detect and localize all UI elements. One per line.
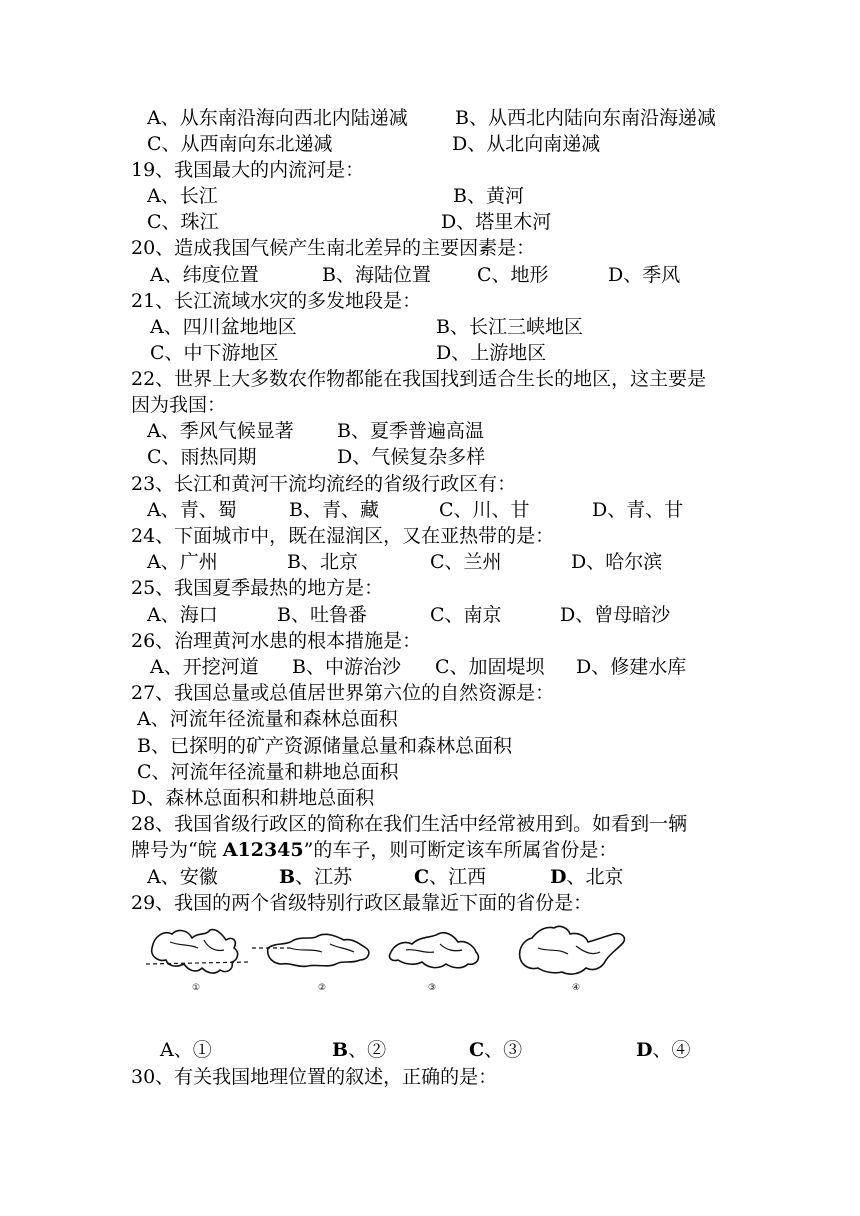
q25-option-d: D、曾母暗沙 bbox=[560, 604, 671, 626]
q20-option-c: C、地形 bbox=[477, 264, 549, 286]
province-outline-3 bbox=[389, 933, 478, 968]
province-inner-line-2 bbox=[290, 944, 354, 952]
q28-option-b bbox=[279, 865, 352, 889]
q29-option-d bbox=[636, 1038, 691, 1062]
province-inner-line-3 bbox=[406, 944, 462, 952]
q30-stem: 30、有关我国地理位置的叙述，正确的是： bbox=[131, 1066, 498, 1088]
province-outline-1 bbox=[152, 930, 238, 973]
map-label-2: ② bbox=[317, 983, 327, 993]
q22-stem-line1: 22、世界上大多数农作物都能在我国找到适合生长的地区，这主要是 bbox=[131, 368, 707, 390]
q29-stem: 29、我国的两个省级特别行政区最靠近下面的省份是： bbox=[131, 892, 593, 914]
q21-option-d: D、上游地区 bbox=[436, 342, 547, 364]
q26-option-d: D、修建水库 bbox=[576, 656, 687, 678]
q22-option-c: C、雨热同期 bbox=[147, 446, 257, 468]
q29-option-c-text: 、③ bbox=[484, 1039, 523, 1061]
q28-option-d bbox=[550, 865, 624, 889]
q19-option-b: B、黄河 bbox=[453, 185, 524, 207]
q28-stem-line2 bbox=[131, 838, 617, 862]
q29-option-b-text: 、② bbox=[348, 1039, 387, 1061]
q24-option-a: A、广州 bbox=[147, 551, 218, 573]
province-inner-line-4 bbox=[538, 946, 600, 954]
q18-option-a: A、从东南沿海向西北内陆递减 bbox=[147, 107, 408, 129]
q27-option-c: C、河流年径流量和耕地总面积 bbox=[137, 761, 399, 783]
q29-option-c bbox=[469, 1038, 522, 1062]
q22-option-b: B、夏季普遍高温 bbox=[337, 420, 484, 442]
license-plate-number: A12345 bbox=[222, 839, 304, 861]
q25-option-b: B、吐鲁番 bbox=[277, 604, 367, 626]
q21-option-c: C、中下游地区 bbox=[150, 342, 279, 364]
q18-option-c: C、从西南向东北递减 bbox=[147, 133, 333, 155]
q21-stem: 21、长江流域水灾的多发地段是： bbox=[131, 290, 422, 312]
q23-option-a: A、青、蜀 bbox=[147, 499, 237, 521]
q23-option-d: D、青、甘 bbox=[592, 499, 684, 521]
q28-stem-pre: 牌号为“皖 bbox=[131, 839, 223, 861]
q29-option-a bbox=[160, 1038, 212, 1062]
q27-option-d: D、森林总面积和耕地总面积 bbox=[131, 787, 375, 809]
q26-stem: 26、治理黄河水患的根本措施是： bbox=[131, 630, 422, 652]
q28-option-a bbox=[147, 865, 218, 889]
q25-stem: 25、我国夏季最热的地方是： bbox=[131, 577, 384, 599]
q29-option-a-letter: A bbox=[160, 1039, 174, 1061]
q20-stem: 20、造成我国气候产生南北差异的主要因素是： bbox=[131, 237, 536, 259]
q23-stem: 23、长江和黄河干流均流经的省级行政区有： bbox=[131, 473, 517, 495]
q22-option-d: D、气候复杂多样 bbox=[337, 446, 486, 468]
q29-option-b-letter: B bbox=[332, 1039, 349, 1061]
province-maps-svg bbox=[140, 918, 640, 998]
q29-option-d-letter: D bbox=[636, 1039, 653, 1061]
q24-option-c: C、兰州 bbox=[430, 551, 502, 573]
q28-option-b-text: 、江苏 bbox=[295, 866, 353, 888]
map-label-3: ③ bbox=[427, 983, 437, 993]
q22-stem-line2: 因为我国： bbox=[131, 394, 227, 416]
q26-option-a: A、开挖河道 bbox=[150, 656, 259, 678]
q23-option-c: C、川、甘 bbox=[439, 499, 530, 521]
q28-option-c bbox=[414, 865, 486, 889]
q28-option-a-letter: A bbox=[147, 866, 161, 888]
q19-stem: 19、我国最大的内流河是： bbox=[131, 159, 365, 181]
q20-option-d: D、季风 bbox=[608, 264, 681, 286]
q21-option-a: A、四川盆地地区 bbox=[150, 316, 297, 338]
q28-option-c-letter: C bbox=[414, 866, 430, 888]
q27-option-b: B、已探明的矿产资源储量总量和森林总面积 bbox=[137, 735, 512, 757]
q25-option-c: C、南京 bbox=[430, 604, 502, 626]
q20-option-b: B、海陆位置 bbox=[322, 264, 431, 286]
q19-option-c: C、珠江 bbox=[147, 211, 219, 233]
q28-option-b-letter: B bbox=[279, 866, 296, 888]
q24-option-d: D、哈尔滨 bbox=[571, 551, 663, 573]
q22-option-a: A、季风气候显著 bbox=[147, 420, 294, 442]
q24-option-b: B、北京 bbox=[287, 551, 358, 573]
q20-option-a: A、纬度位置 bbox=[150, 264, 259, 286]
q24-stem: 24、下面城市中，既在湿润区，又在亚热带的是： bbox=[131, 525, 555, 547]
q29-option-c-letter: C bbox=[469, 1039, 485, 1061]
q28-option-d-text: 、北京 bbox=[566, 866, 624, 888]
q28-option-d-letter: D bbox=[550, 866, 567, 888]
q29-option-a-text: 、① bbox=[173, 1039, 212, 1061]
q21-option-b: B、长江三峡地区 bbox=[436, 316, 583, 338]
q26-option-c: C、加固堤坝 bbox=[435, 656, 545, 678]
q28-stem-post: ”的车子，则可断定该车所属省份是： bbox=[303, 839, 618, 861]
q28-option-c-text: 、江西 bbox=[429, 866, 487, 888]
q18-option-d: D、从北向南递减 bbox=[452, 133, 601, 155]
q19-option-a: A、长江 bbox=[147, 185, 218, 207]
province-outline-maps bbox=[140, 918, 640, 998]
q23-option-b: B、青、藏 bbox=[289, 499, 379, 521]
q26-option-b: B、中游治沙 bbox=[292, 656, 401, 678]
q27-option-a: A、河流年径流量和森林总面积 bbox=[137, 708, 398, 730]
map-label-1: ① bbox=[191, 983, 201, 993]
province-inner-line-1 bbox=[170, 940, 224, 951]
q19-option-d: D、塔里木河 bbox=[441, 211, 552, 233]
map-label-4: ④ bbox=[571, 983, 581, 993]
q18-option-b: B、从西北内陆向东南沿海递减 bbox=[455, 107, 716, 129]
q25-option-a: A、海口 bbox=[147, 604, 218, 626]
q29-option-d-text: 、④ bbox=[652, 1039, 691, 1061]
q28-stem-line1: 28、我国省级行政区的简称在我们生活中经常被用到。如看到一辆 bbox=[131, 813, 688, 835]
q28-option-a-text: 、安徽 bbox=[160, 866, 218, 888]
q27-stem: 27、我国总量或总值居世界第六位的自然资源是： bbox=[131, 682, 555, 704]
q29-option-b bbox=[332, 1038, 386, 1062]
province-outline-4 bbox=[520, 926, 625, 974]
